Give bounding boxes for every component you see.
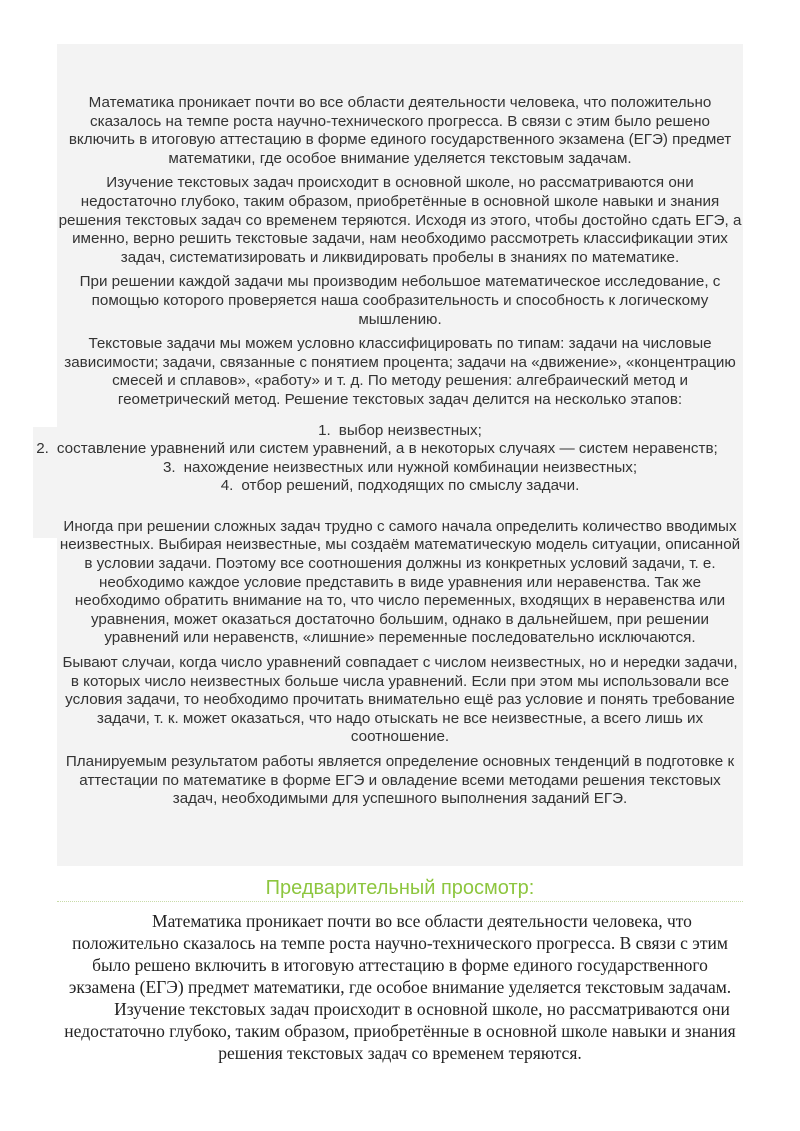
preview-heading: Предварительный просмотр:: [265, 877, 535, 899]
document-body: [36, 94, 743, 815]
preview-divider: [57, 901, 743, 902]
list-item: [57, 459, 743, 478]
document-paragraph: При решении каждой задачи мы производим небольшое математическое исследование, с помощью которого проверяется наша сообразительность и способность к логическому мышлению.: [79, 273, 721, 328]
list-item: [11, 440, 743, 459]
document-paragraph: Бывают случаи, когда число уравнений совпадает с числом неизвестных, но и нередки задачи, в которых число неизвестных больше числа уравнений. Если при этом мы использовали все условия задачи, то необходимо прочитать внимательно ещё раз условие и понять требование задачи, т. к. может оказаться, что надо отыскать не все неизвестные, а всего лишь их соотношение.: [62, 654, 738, 746]
document-paragraph: Изучение текстовых задач происходит в основной школе, но рассматриваются они недостаточно глубоко, таким образом, приобретённые в основной школе навыки и знания решения текстовых задач со временем теряются. Исходя из этого, чтобы достойно сдать ЕГЭ, а именно, верно решить текстовые задачи, нам необходимо рассмотреть классификации этих задач, систематизировать и ликвидировать пробелы в знаниях по математике.: [58, 174, 742, 266]
solution-steps-list: [36, 421, 743, 496]
document-paragraph: Иногда при решении сложных задач трудно с самого начала определить количество вводимых неизвестных. Выбирая неизвестные, мы создаём математическую модель ситуации, описанной в условии задачи. Поэтому все соотношения должны из конкретных условий задачи, т. е. необходимо каждое условие представить в виде уравнения или неравенства. Так же необходимо обратить внимание на то, что число переменных, входящих в неравенства или уравнения, может оказаться достаточно большим, однако в дальнейшем, при решении уравнений или неравенств, «лишние» переменные последовательно исключаются.: [59, 517, 741, 647]
list-item: [57, 422, 743, 441]
list-item: [57, 477, 743, 496]
list-item-text: отбор решений, подходящих по смыслу задачи.: [241, 477, 580, 495]
list-item-text: выбор неизвестных;: [338, 421, 482, 439]
list-item-number: 4.: [220, 477, 234, 495]
document-paragraph: Текстовые задачи мы можем условно классифицировать по типам: задачи на числовые зависимости; задачи, связанные с понятием процента; задачи на «движение», «концентрацию смесей и сплавов», «работу» и т. д. По методу решения: алгебраический метод и геометрический метод. Решение текстовых задач делится на несколько этапов:: [64, 335, 736, 408]
list-item-number: 3.: [162, 458, 176, 476]
document-paragraph: Планируемым результатом работы является определение основных тенденций в подготовке к аттестации по математике в форме ЕГЭ и овладение всеми методами решения текстовых задач, необходимыми для успешного выполнения заданий ЕГЭ.: [65, 753, 735, 808]
preview-text: [62, 910, 738, 1064]
preview-paragraph: Изучение текстовых задач происходит в основной школе, но рассматриваются они недостаточно глубоко, таким образом, приобретённые в основной школе навыки и знания решения текстовых задач со временем теряются.: [64, 999, 736, 1063]
document-paragraph: Математика проникает почти во все области деятельности человека, что положительно сказалось на темпе роста научно-технического прогресса. В связи с этим было решено включить в итоговую аттестацию в форме единого государственного экзамена (ЕГЭ) предмет математики, где особое внимание уделяется текстовым задачам.: [68, 94, 732, 167]
preview-paragraph: Математика проникает почти во все области деятельности человека, что положительно сказалось на темпе роста научно-технического прогресса. В связи с этим было решено включить в итоговую аттестацию в форме единого государственного экзамена (ЕГЭ) предмет математики, где особое внимание уделяется текстовым задачам.: [68, 911, 732, 997]
list-item-text: нахождение неизвестных или нужной комбинации неизвестных;: [183, 458, 638, 476]
list-item-text: составление уравнений или систем уравнений, а в некоторых случаях — систем неравенств;: [56, 440, 718, 458]
list-item-number: 2.: [36, 440, 49, 458]
list-item-number: 1.: [318, 421, 331, 439]
